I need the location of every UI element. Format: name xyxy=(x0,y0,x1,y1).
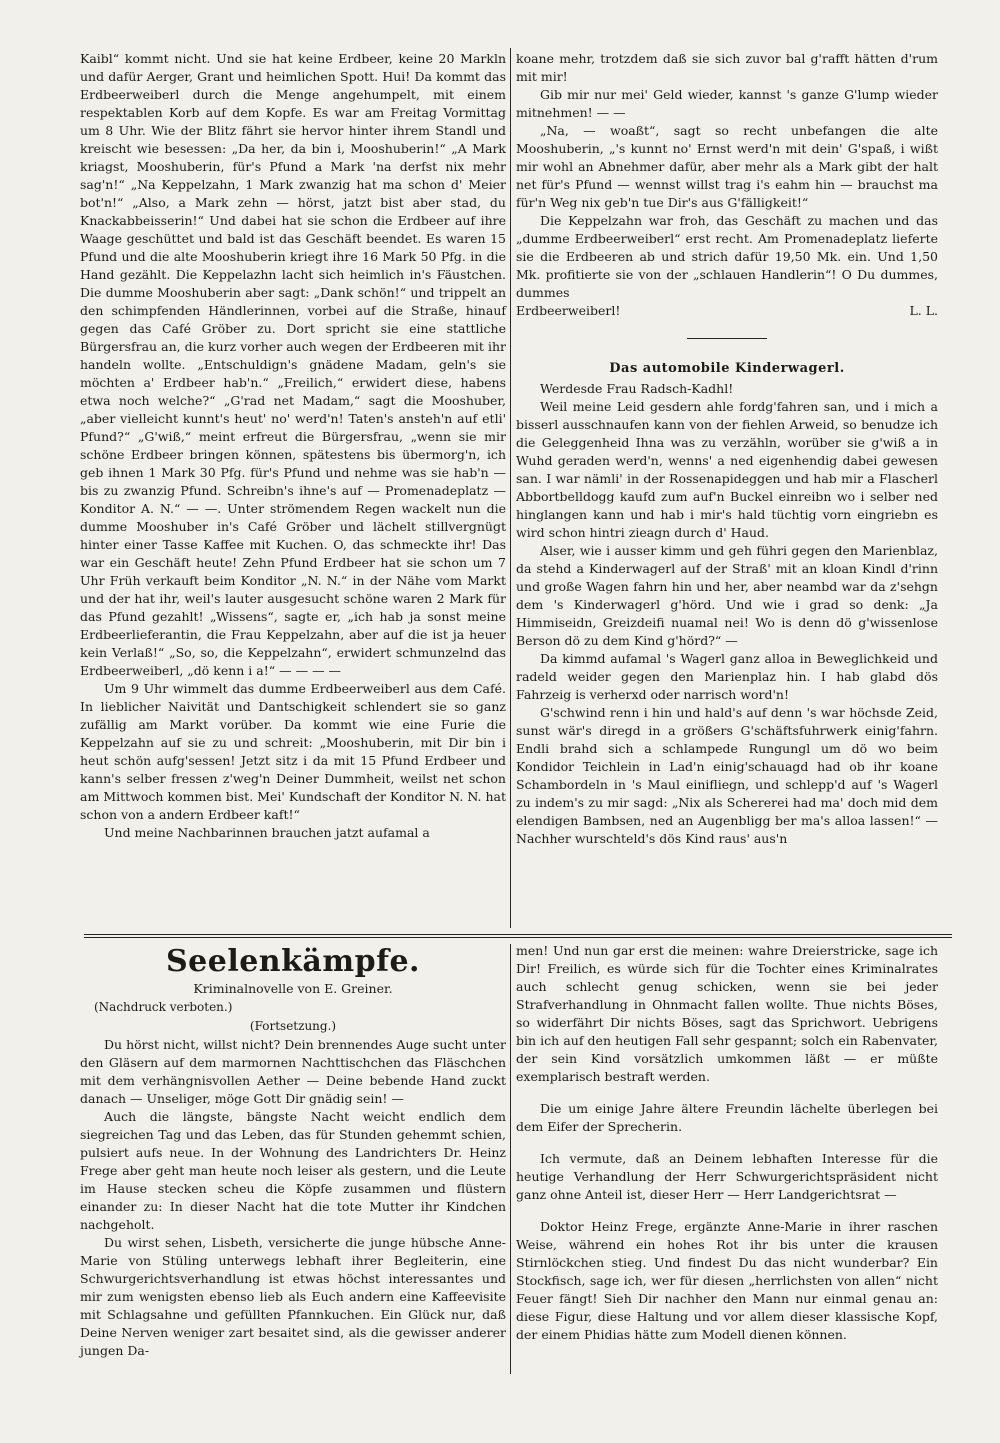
author-signature: L. L. xyxy=(909,303,938,318)
erdbeer-story-column xyxy=(80,50,506,842)
section-divider xyxy=(84,934,952,938)
paragraph: Die Keppelzahn war froh, das Geschäft zu machen und das „dumme Erdbeerweiberl“ erst recht. Am Promenadeplatz lieferte sie die Erdbeeren ab und strich dafür 19,50 Mk. ein. Und 1,50 Mk. profitierte sie von der „schlauen Handlerin“! O Du dummes, dummes xyxy=(516,213,938,300)
paragraph: Die um einige Jahre ältere Freundin lächelte überlegen bei dem Eifer der Sprecherin. xyxy=(516,1101,938,1134)
short-divider xyxy=(687,338,767,339)
paragraph: Du wirst sehen, Lisbeth, versicherte die junge hübsche Anne-Marie von Stüling unterwegs lebhaft ihrer Begleiterin, eine Schwurgerichtsverhandlung ist etwas höchst interessantes und mir zum wenigsten ebenso lieb als Euch andern eine Kaffeevisite mit Schlagsahne und gefüllten Pfannkuchen. Ein Glück nur, daß Deine Nerven weniger zart besaitet sind, als die gewisser anderer jungen Da- xyxy=(80,1235,506,1358)
column-divider-bottom xyxy=(510,944,511,1374)
novel-title: Seelenkämpfe. xyxy=(165,944,420,979)
erdbeer-story-continuation xyxy=(516,50,938,848)
paragraph: Du hörst nicht, willst nicht? Dein brennendes Auge sucht unter den Gläsern auf dem marmornen Nachttischchen das Fläschchen mit dem verhängnisvollen Aether — Deine bebende Hand zuckt danach — Unseliger, möge Gott Dir gnädig sein! — xyxy=(80,1037,506,1106)
novel-column xyxy=(80,942,506,1360)
paragraph: Auch die längste, bängste Nacht weicht endlich dem siegreichen Tag und das Leben, das für Stunden gehemmt schien, pulsiert aufs neue. In der Wohnung des Landrichters Dr. Heinz Frege aber geht man heute noch leiser als gestern, und die Leute im Hause stecken scheu die Köpfe zusammen und flüstern einander zu: In dieser Nacht hat die tote Mutter ihr Kindchen nachgeholt. xyxy=(80,1109,506,1232)
paragraph: Werdesde Frau Radsch-Kadhl! xyxy=(540,381,734,396)
reprint-notice: (Nachdruck verboten.) xyxy=(94,1000,233,1014)
paragraph: Um 9 Uhr wimmelt das dumme Erdbeerweiberl aus dem Café. In lieblicher Naivität und Dantschigkeit schlendert sie so ganz zufällig am Markt vorüber. Da kommt wie eine Furie die Keppelzahn auf sie zu und schreit: „Mooshuberin, mit Dir bin i heut schön aufg'sessen! Jetzt sitz i da mit 15 Pfund Erdbeer und kann's selber fressen z'weg'n Deiner Dummheit, weilst net schon am Mittwoch kommen bist. Mei' Kundschaft der Konditor N. N. hat schon von a andern Erdbeer kaft!“ xyxy=(80,681,506,822)
paragraph: G'schwind renn i hin und hald's auf denn 's war höchsde Zeid, sunst wär's diregd in a größers G'schäftsfuhrwerk einig'fahrn. Endli brahd sich a schlampede Rungungl um dö wo beim Kondidor Teichlein in Lad'n einig'schauagd had ob ihr koane Schambordeln in 's Maul einifliegn, und schlepp'd auf 's Wagerl zu indem's zu mir sagd: „Nix als Scherereі had ma' doch mid dem elendigen Bambsen, ned an Augenbligg ber ma's alloa lassen!“ — Nachher wurschteld's dös Kind raus' aus'n xyxy=(516,705,938,846)
paragraph: Da kimmd aufamal 's Wagerl ganz alloa in Beweglichkeid und radeld weider gegen den Marienplaz hin. I hab glabd dös Fahrzeig is verherxd oder narrisch word'n! xyxy=(516,651,938,702)
article-title: Das automobile Kinderwagerl. xyxy=(609,361,845,376)
closing-text: Erdbeerweiberl! xyxy=(516,303,621,318)
continuation-note: (Fortsetzung.) xyxy=(249,1019,337,1033)
paragraph: Weil meine Leid gesdern ahle fordg'fahren san, und i mich a bisserl ausschnaufen kann von der fiehlen Arweid, so benudze ich die Geleggenheid Ihna was zu verzähln, worüber sie g'wiß a in Wuhd geraden werd'n, wenns' a ned eigenhendig dabei gewesen san. I war nämli' in der Rossenapideggen und hab mir a Flascherl Abbortbelldogg kaufd zum auf'n Buckel einreibn wo i selber ned hinglangen kann und hab i mir's hald tüchtig vorn eingriebn es wird schon hintri zieagn durch d' Haud. xyxy=(516,399,938,540)
paragraph: Und meine Nachbarinnen brauchen jatzt aufamal a xyxy=(104,825,430,840)
paragraph: Kaibl“ kommt nicht. Und sie hat keine Erdbeer, keine 20 Markln und dafür Aerger, Grant und heimlichen Spott. Hui! Da kommt das Erdbeerweiberl durch die Menge angehumpelt, mit einem respektablen Korb auf dem Kopfe. Es war am Freitag Vormittag um 8 Uhr. Wie der Blitz fährt sie hervor hinter ihrem Standl und kreischt wie besessen: „Da her, da bin i, Mooshuberin!“ „A Mark kriagst, Mooshuberin, für's Pfund a Mark 'na derfst nix mehr sag'n!“ „Na Keppelzahn, 1 Mark zwanzig hat ma schon d' Meier bot'n!“ „Also, a Mark zehn — hörst, jatzt bist aber stad, du Knackabbeisserin!“ Und dabei hat sie schon die Erdbeer auf ihre Waage geschüttet und bald ist das Geschäft beendet. Es waren 15 Pfund und die alte Mooshuberin kriegt ihre 16 Mark 50 Pfg. in die Hand gezählt. Die Keppelazhn lacht sich heimlich in's Fäustchen. Die dumme Mooshuberin aber sagt: „Dank schön!“ und trippelt an den schimpfenden Händlerinnen, vorbei auf die Straße, hinauf gegen das Café Gröber zu. Dort spricht sie eine stattliche Bürgersfrau an, die kurz vorher auch wegen der Erdbeeren mit ihr handeln wollte. „Entschuldign's gnädene Madam, geln's sie möchten a' Erdbeer hab'n.“ „Freilich,“ erwidert diese, habens etwa noch welche?“ „G'rad net Madam,“ sagt die Mooshuber, „aber vielleicht kunnt's heut' no' werd'n! Taten's ansteh'n auf etli' Pfund?“ „G'wiß,“ meint erfreut die Bürgersfrau, „wenn sie mir schöne Erdbeer bringen können, spätestens bis übermorg'n, ich geb ihnen 1 Mark 30 Pfg. für's Pfund und nehme was sie hab'n — bis zu zwanzig Pfund. Schreibn's ihne's auf — Promenadeplatz — Konditor A. N.“ — —. Unter strömendem Regen wackelt nun die dumme Mooshuber in's Café Gröber und lächelt stillvergnügt hinter einer Tasse Kaffee mit Kuchen. O, das schmeckte ihr! Das war ein Geschäft heute! Zehn Pfund Erdbeer hat sie schon um 7 Uhr Früh verkauft beim Konditor „N. N.“ in der Nähe vom Markt und der hat ihr, weil's lauter ausgesucht schöne waren 2 Mark für das Pfund gezahlt! „Wissens“, sagte er, „ich hab ja sonst meine Erdbeerlieferantin, die Frau Keppelzahn, aber auf die ist ja heuer kein Verlaß!“ „So, so, die Keppelzahn“, erwidert schmunzelnd das Erdbeerweiberl, „dö kenn i a!“ — — — — xyxy=(80,51,506,678)
paragraph: Alser, wie i ausser kimm und geh führi gegen den Marienblaz, da stehd a Kinderwagerl auf der Straß' mit an kloan Kindl d'rinn und große Wagen fahrn hin und her, aber neambd war da z'sehgn dem 's Kinderwagerl g'hörd. Und wie i grad so denk: „Ja Himmiseidn, Greizdeifi nuamal nei! Wo is denn dö g'wissenlose Berson dö zu dem Kind g'hörd?“ — xyxy=(516,543,938,648)
paragraph: „Na, — woaßt“, sagt so recht unbefangen die alte Mooshuberin, „'s kunnt no' Ernst werd'n mit dein' G'spaß, i wißt mir wohl an Abnehmer dafür, aber mehr als a Mark gibt der halt net für's Pfund — wennst willst trag i's eahm hin — brauchst ma für'n Weg nix geb'n tue Dir's aus G'fälligkeit!“ xyxy=(516,123,938,210)
closing-line xyxy=(516,302,938,320)
novel-continuation-column xyxy=(516,942,938,1344)
paragraph: koane mehr, trotzdem daß sie sich zuvor bal g'rafft hätten d'rum mit mir! xyxy=(516,51,938,84)
paragraph: Gib mir nur mei' Geld wieder, kannst 's ganze G'lump wieder mitnehmen! — — xyxy=(516,87,938,120)
paragraph: Doktor Heinz Frege, ergänzte Anne-Marie in ihrer raschen Weise, während ein hohes Rot ihr bis unter die krausen Stirnlöckchen stieg. Und findest Du das nicht wunderbar? Ein Stockfisch, sage ich, wer für diesen „herrlichsten von allen“ nicht Feuer fängt! Sieh Dir nachher den Mann nur einmal genau an: diese Figur, diese Haltung und vor allem dieser klassische Kopf, der einem Phidias hätte zum Modell dienen können. xyxy=(516,1219,938,1342)
column-divider-top xyxy=(510,48,511,928)
paragraph: men! Und nun gar erst die meinen: wahre Dreierstricke, sage ich Dir! Freilich, es würde sich für die Tochter eines Kriminalrates auch schlecht genug schicken, wenn sie bei jeder Strafverhandlung in Ohnmacht fallen wollte. Thue nichts Böses, so widerfährt Dir nichts Böses, sagt das Sprichwort. Uebrigens bin ich auf den heutigen Fall sehr gespannt; solch ein Rabenvater, der sein Kind vorsätzlich umkommen läßt — er müßte exemplarisch bestraft werden. xyxy=(516,943,938,1084)
paragraph: Ich vermute, daß an Deinem lebhaften Interesse für die heutige Verhandlung der Herr Schwurgerichtspräsident nicht ganz ohne Anteil ist, dieser Herr — Herr Landgerichtsrat — xyxy=(516,1151,938,1202)
novel-subtitle: Kriminalnovelle von E. Greiner. xyxy=(193,981,393,996)
